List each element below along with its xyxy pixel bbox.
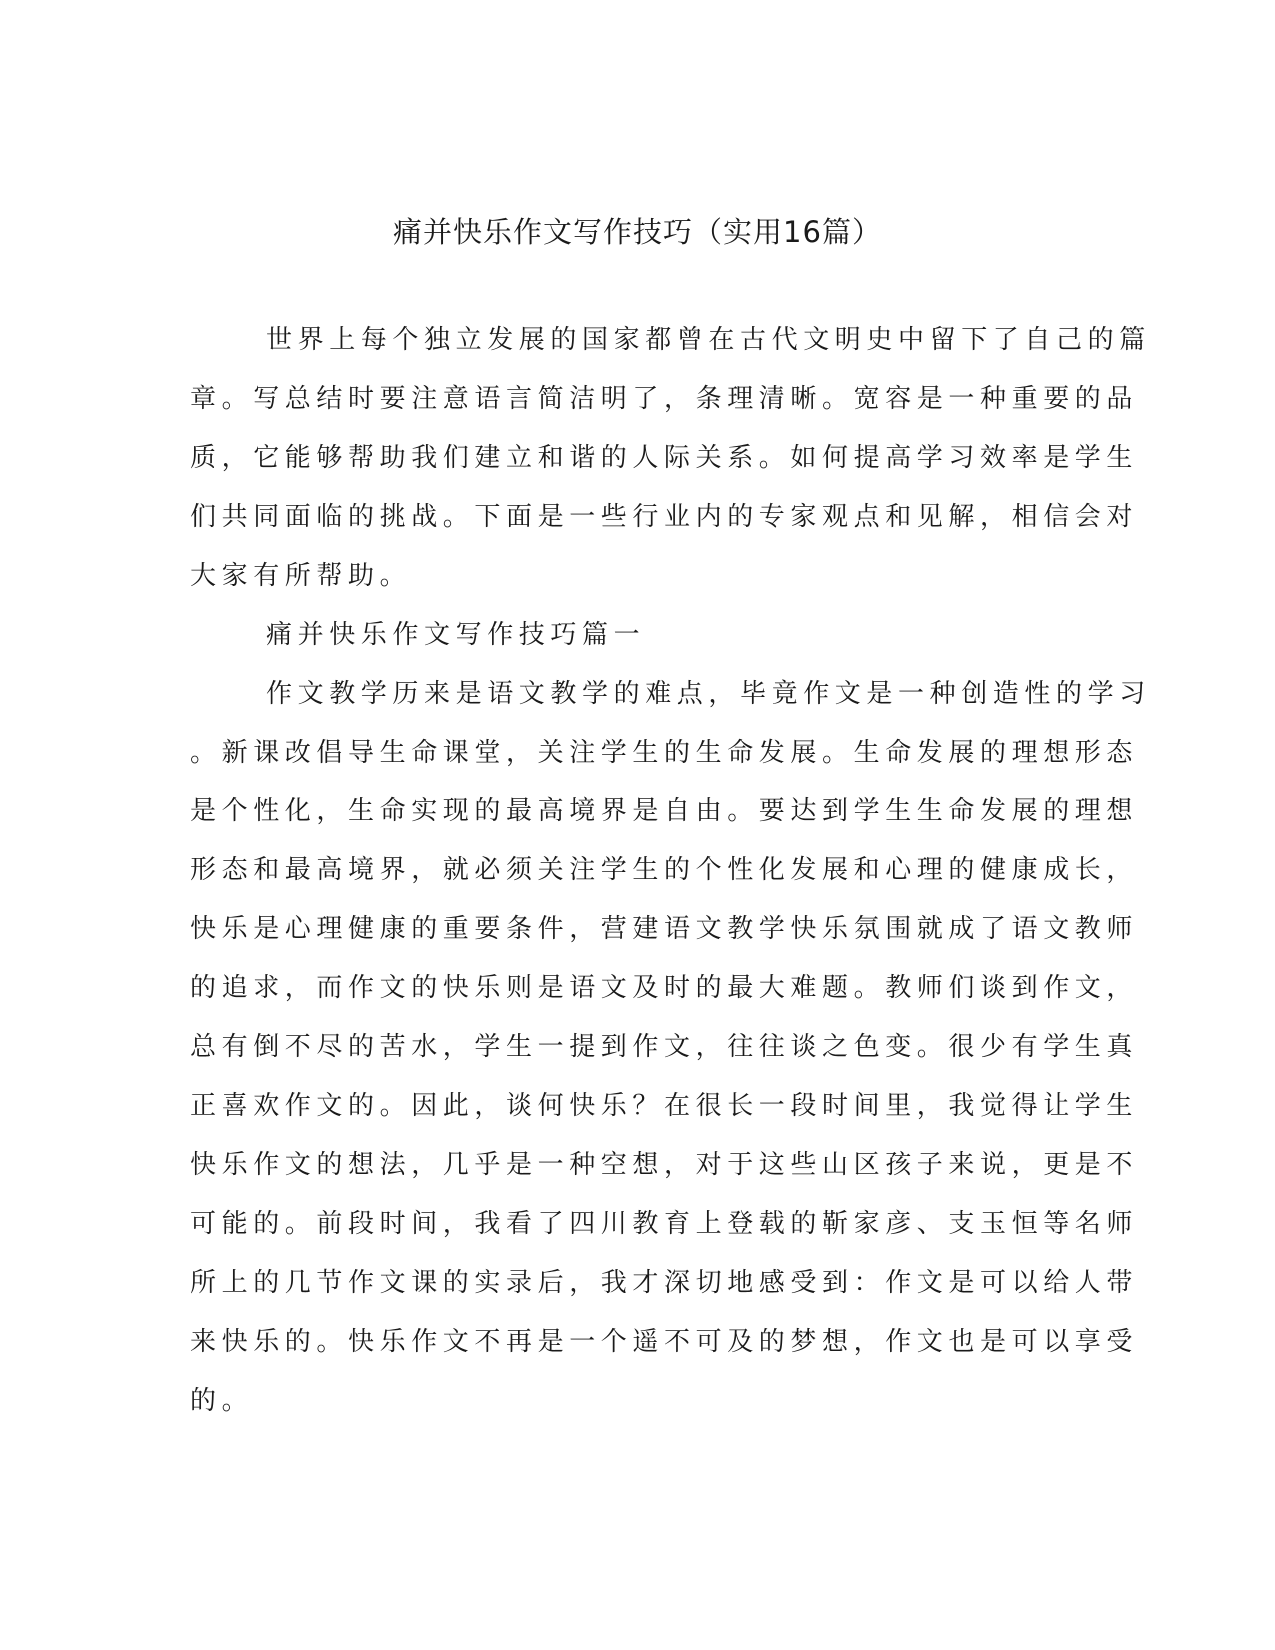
- intro-line: 们共同面临的挑战。下面是一些行业内的专家观点和见解，相信会对: [190, 502, 1139, 532]
- body-line: 所上的几节作文课的实录后，我才深切地感受到：作文是可以给人带: [190, 1268, 1139, 1298]
- intro-line: 大家有所帮助。: [190, 561, 412, 591]
- body-line: 。新课改倡导生命课堂，关注学生的生命发展。生命发展的理想形态: [190, 738, 1139, 768]
- body-line: 总有倒不尽的苦水，学生一提到作文，往往谈之色变。很少有学生真: [190, 1032, 1139, 1062]
- intro-line: 世界上每个独立发展的国家都曾在古代文明史中留下了自己的篇: [266, 325, 1151, 355]
- body-line: 来快乐的。快乐作文不再是一个遥不可及的梦想，作文也是可以享受: [190, 1327, 1139, 1357]
- body-line: 的。: [190, 1386, 254, 1416]
- body-line: 正喜欢作文的。因此，谈何快乐？在很长一段时间里，我觉得让学生: [190, 1091, 1139, 1121]
- body-line: 是个性化，生命实现的最高境界是自由。要达到学生生命发展的理想: [190, 796, 1139, 826]
- intro-line: 章。写总结时要注意语言简洁明了，条理清晰。宽容是一种重要的品: [190, 384, 1139, 414]
- body-line: 形态和最高境界，就必须关注学生的个性化发展和心理的健康成长，: [190, 855, 1139, 885]
- body-line: 快乐作文的想法，几乎是一种空想，对于这些山区孩子来说，更是不: [190, 1150, 1139, 1180]
- document-title: 痛并快乐作文写作技巧（实用16篇）: [393, 215, 882, 249]
- intro-line: 质，它能够帮助我们建立和谐的人际关系。如何提高学习效率是学生: [190, 443, 1139, 473]
- body-line: 作文教学历来是语文教学的难点，毕竟作文是一种创造性的学习: [266, 679, 1151, 709]
- section-heading: 痛并快乐作文写作技巧篇一: [266, 620, 646, 650]
- body-line: 的追求，而作文的快乐则是语文及时的最大难题。教师们谈到作文，: [190, 973, 1139, 1003]
- body-line: 快乐是心理健康的重要条件，营建语文教学快乐氛围就成了语文教师: [190, 914, 1139, 944]
- body-line: 可能的。前段时间，我看了四川教育上登载的靳家彦、支玉恒等名师: [190, 1209, 1139, 1239]
